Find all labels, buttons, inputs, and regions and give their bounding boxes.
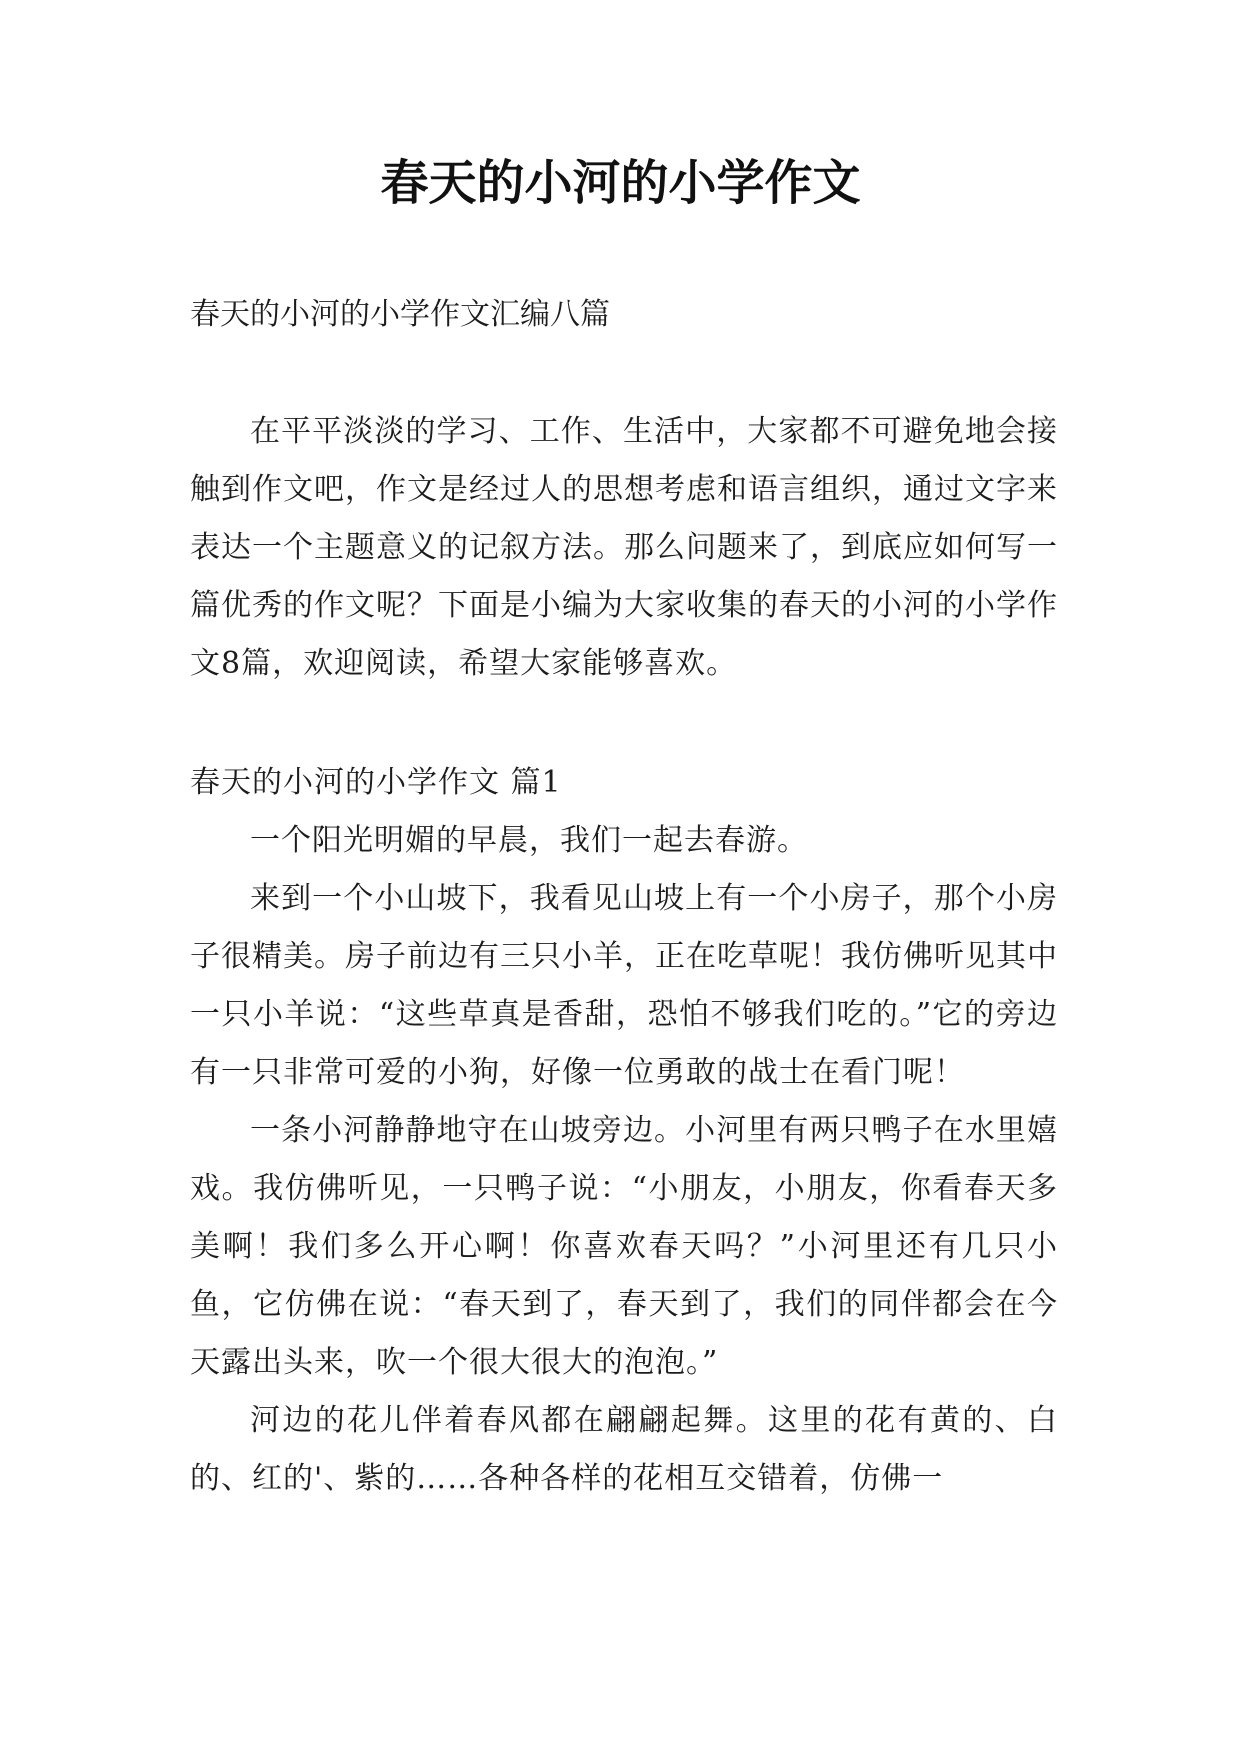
article-paragraph: 一个阳光明媚的早晨，我们一起去春游。: [250, 823, 808, 858]
article-paragraph: 一条小河静静地守在山坡旁边。小河里有两只鸭子在水里嬉戏。我仿佛听见，一只鸭子说：“小朋友，小朋友，你看春天多美啊！我们多么开心啊！你喜欢春天吗？”小河里还有几只小鱼，它仿佛在说：“春天到了，春天到了，我们的同伴都会在今天露出头来，吹一个很大很大的泡泡。”: [190, 1113, 1058, 1380]
document-subtitle: 春天的小河的小学作文汇编八篇: [190, 297, 610, 332]
article-paragraph: 来到一个小山坡下，我看见山坡上有一个小房子，那个小房子很精美。房子前边有三只小羊，正在吃草呢！我仿佛听见其中一只小羊说：“这些草真是香甜，恐怕不够我们吃的。”它的旁边有一只非常可爱的小狗，好像一位勇敢的战士在看门呢！: [190, 881, 1058, 1090]
intro-block: [190, 403, 1058, 693]
article-paragraph: 河边的花儿伴着春风都在翩翩起舞。这里的花有黄的、白的、红的'、紫的……各种各样的花相互交错着，仿佛一: [190, 1403, 1058, 1496]
intro-paragraph: 在平平淡淡的学习、工作、生活中，大家都不可避免地会接触到作文吧，作文是经过人的思想考虑和语言组织，通过文字来表达一个主题意义的记叙方法。那么问题来了，到底应如何写一篇优秀的作文呢？下面是小编为大家收集的春天的小河的小学作文8篇，欢迎阅读，希望大家能够喜欢。: [190, 414, 1058, 681]
section-heading: 春天的小河的小学作文 篇1: [190, 765, 562, 800]
article-section: [190, 754, 1058, 1508]
page-title: 春天的小河的小学作文: [380, 155, 861, 211]
